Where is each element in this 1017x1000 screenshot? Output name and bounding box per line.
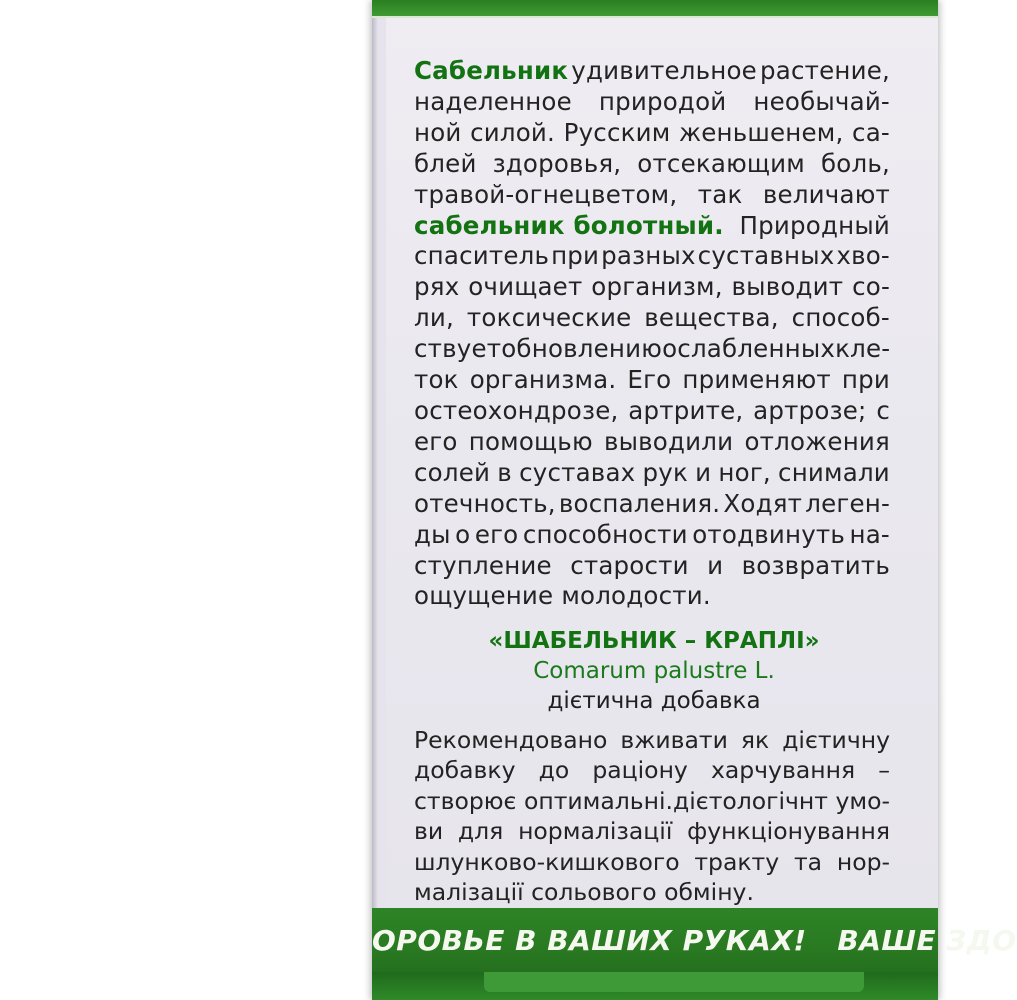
word: наделенное <box>414 86 572 116</box>
word: ток <box>414 365 459 395</box>
word: снимали <box>778 457 890 487</box>
text-line <box>414 149 890 180</box>
product-name: «ШАБЕЛЬНИК – КРАПЛІ» <box>488 628 820 654</box>
word: рук <box>642 457 688 487</box>
word: Рекомендовано <box>414 726 608 754</box>
word: артрите, <box>628 395 744 425</box>
word: ног, <box>718 457 771 487</box>
word: так <box>697 179 743 209</box>
word: остеохондрозе, <box>414 395 619 425</box>
word: ви <box>414 817 444 846</box>
text-line <box>414 520 890 551</box>
text-line <box>414 56 890 87</box>
word: при <box>841 365 890 395</box>
word: отодвинуть <box>692 519 846 549</box>
word: ощущение молодости. <box>414 581 711 611</box>
word: разных <box>601 241 696 271</box>
word: раціону <box>592 756 688 785</box>
word: шлунково-кишкового <box>414 847 680 876</box>
text-line <box>414 272 890 303</box>
text-line <box>414 551 890 582</box>
word: женьшенем, <box>679 117 844 147</box>
text-line <box>414 786 890 816</box>
word: отечность, <box>414 488 556 518</box>
word: необычай- <box>753 86 890 116</box>
word: его <box>414 426 458 456</box>
word: воспаления. <box>558 488 721 518</box>
text-line <box>414 725 890 755</box>
word: артрозе; <box>753 395 867 425</box>
word: отложения <box>744 426 890 456</box>
word: помощью <box>468 426 593 456</box>
word: ной <box>414 117 462 147</box>
text-line <box>414 303 890 334</box>
product-info <box>392 626 916 716</box>
box-flap-tab <box>484 972 864 992</box>
word: Ходят <box>723 488 803 518</box>
word: оптимальні.дієтологічнт <box>523 786 828 815</box>
text-line <box>414 581 890 612</box>
word: удивительное <box>571 56 757 85</box>
word: до <box>538 756 570 785</box>
recommendation-text <box>414 725 890 907</box>
word: боль, <box>820 148 890 178</box>
text-line <box>414 489 890 520</box>
text-line <box>414 847 890 877</box>
word: с <box>876 395 890 425</box>
word: – <box>878 756 890 785</box>
highlight-word: сабельник болотный. <box>414 210 724 240</box>
text-line <box>414 816 890 846</box>
word: добавку <box>414 756 516 785</box>
word: створює <box>414 786 517 815</box>
word: старости <box>570 550 689 580</box>
word: растение, <box>760 56 890 85</box>
word: природой <box>598 86 727 116</box>
word: леген- <box>805 488 890 518</box>
word: та <box>793 847 823 876</box>
word: суставных <box>697 241 835 271</box>
word: са- <box>852 117 890 147</box>
box-edge-shadow <box>372 0 378 1000</box>
highlight-word: Сабельник <box>414 56 569 85</box>
word: нормалізації <box>518 817 673 846</box>
word: о <box>455 519 471 549</box>
word: як <box>740 726 770 754</box>
word: токсические <box>466 303 632 333</box>
word: умо- <box>835 786 890 815</box>
text-line <box>414 755 890 785</box>
word: ды <box>414 519 451 549</box>
text-line <box>414 118 890 149</box>
word: в <box>497 457 512 487</box>
text-line <box>414 211 890 242</box>
product-latin-name: Comarum palustre L. <box>533 658 775 684</box>
word: Его <box>627 365 672 395</box>
word: выводили <box>603 426 734 456</box>
package-side-panel <box>372 0 1017 1000</box>
word: харчування <box>710 756 856 785</box>
text-line <box>414 877 890 907</box>
word: дієтичну <box>782 726 890 754</box>
word: организм, <box>591 272 723 302</box>
word: солей <box>414 457 491 487</box>
word: со- <box>852 272 890 302</box>
product-type: дієтична добавка <box>547 688 761 714</box>
word: способ- <box>791 303 890 333</box>
word: величают <box>762 179 890 209</box>
word: функціонування <box>687 817 890 846</box>
text-line <box>414 365 890 396</box>
word: спаситель <box>414 241 550 271</box>
word: для <box>457 817 504 846</box>
word: возвратить <box>741 550 890 580</box>
word: тракту <box>694 847 780 876</box>
word: организма. <box>469 365 617 395</box>
word: обновлению <box>501 334 663 364</box>
word: хво- <box>836 241 890 271</box>
word: Природный <box>739 210 890 240</box>
word: применяют <box>682 365 831 395</box>
word: Русским <box>563 117 671 147</box>
slogan-text: ОРОВЬЕ В ВАШИХ РУКАХ! ВАШЕ ЗДО <box>372 924 1017 957</box>
word: ступление <box>414 550 552 580</box>
word: на- <box>849 519 890 549</box>
text-line <box>414 180 890 211</box>
word: ствует <box>414 334 502 364</box>
top-green-band <box>372 0 938 16</box>
word: и <box>707 550 724 580</box>
word: ослабленных <box>662 334 836 364</box>
text-panel <box>386 18 938 908</box>
word: выводит <box>731 272 844 302</box>
text-line <box>414 87 890 118</box>
word: его <box>474 519 519 549</box>
word: вживати <box>620 726 728 754</box>
text-line <box>414 334 890 365</box>
word: и <box>695 457 712 487</box>
word: способности <box>522 519 688 549</box>
word: рях <box>414 272 460 302</box>
word: блей <box>414 148 477 178</box>
word: вещества, <box>644 303 779 333</box>
word: нор- <box>836 847 890 876</box>
text-line <box>414 458 890 489</box>
word: очищает <box>468 272 583 302</box>
text-line <box>414 427 890 458</box>
bottom-green-band <box>372 908 1017 972</box>
description-text <box>414 56 890 612</box>
word: силой. <box>470 117 556 147</box>
word: здоровья, <box>492 148 622 178</box>
text-line <box>414 396 890 427</box>
text-line <box>414 241 890 272</box>
word: суставах <box>519 457 636 487</box>
word: отсекающим <box>637 148 805 178</box>
word: кле- <box>835 334 891 364</box>
word: при <box>551 241 600 271</box>
word: травой-огнецветом, <box>414 179 678 209</box>
word: малізації сольового обміну. <box>414 878 754 907</box>
word: ли, <box>414 303 454 333</box>
